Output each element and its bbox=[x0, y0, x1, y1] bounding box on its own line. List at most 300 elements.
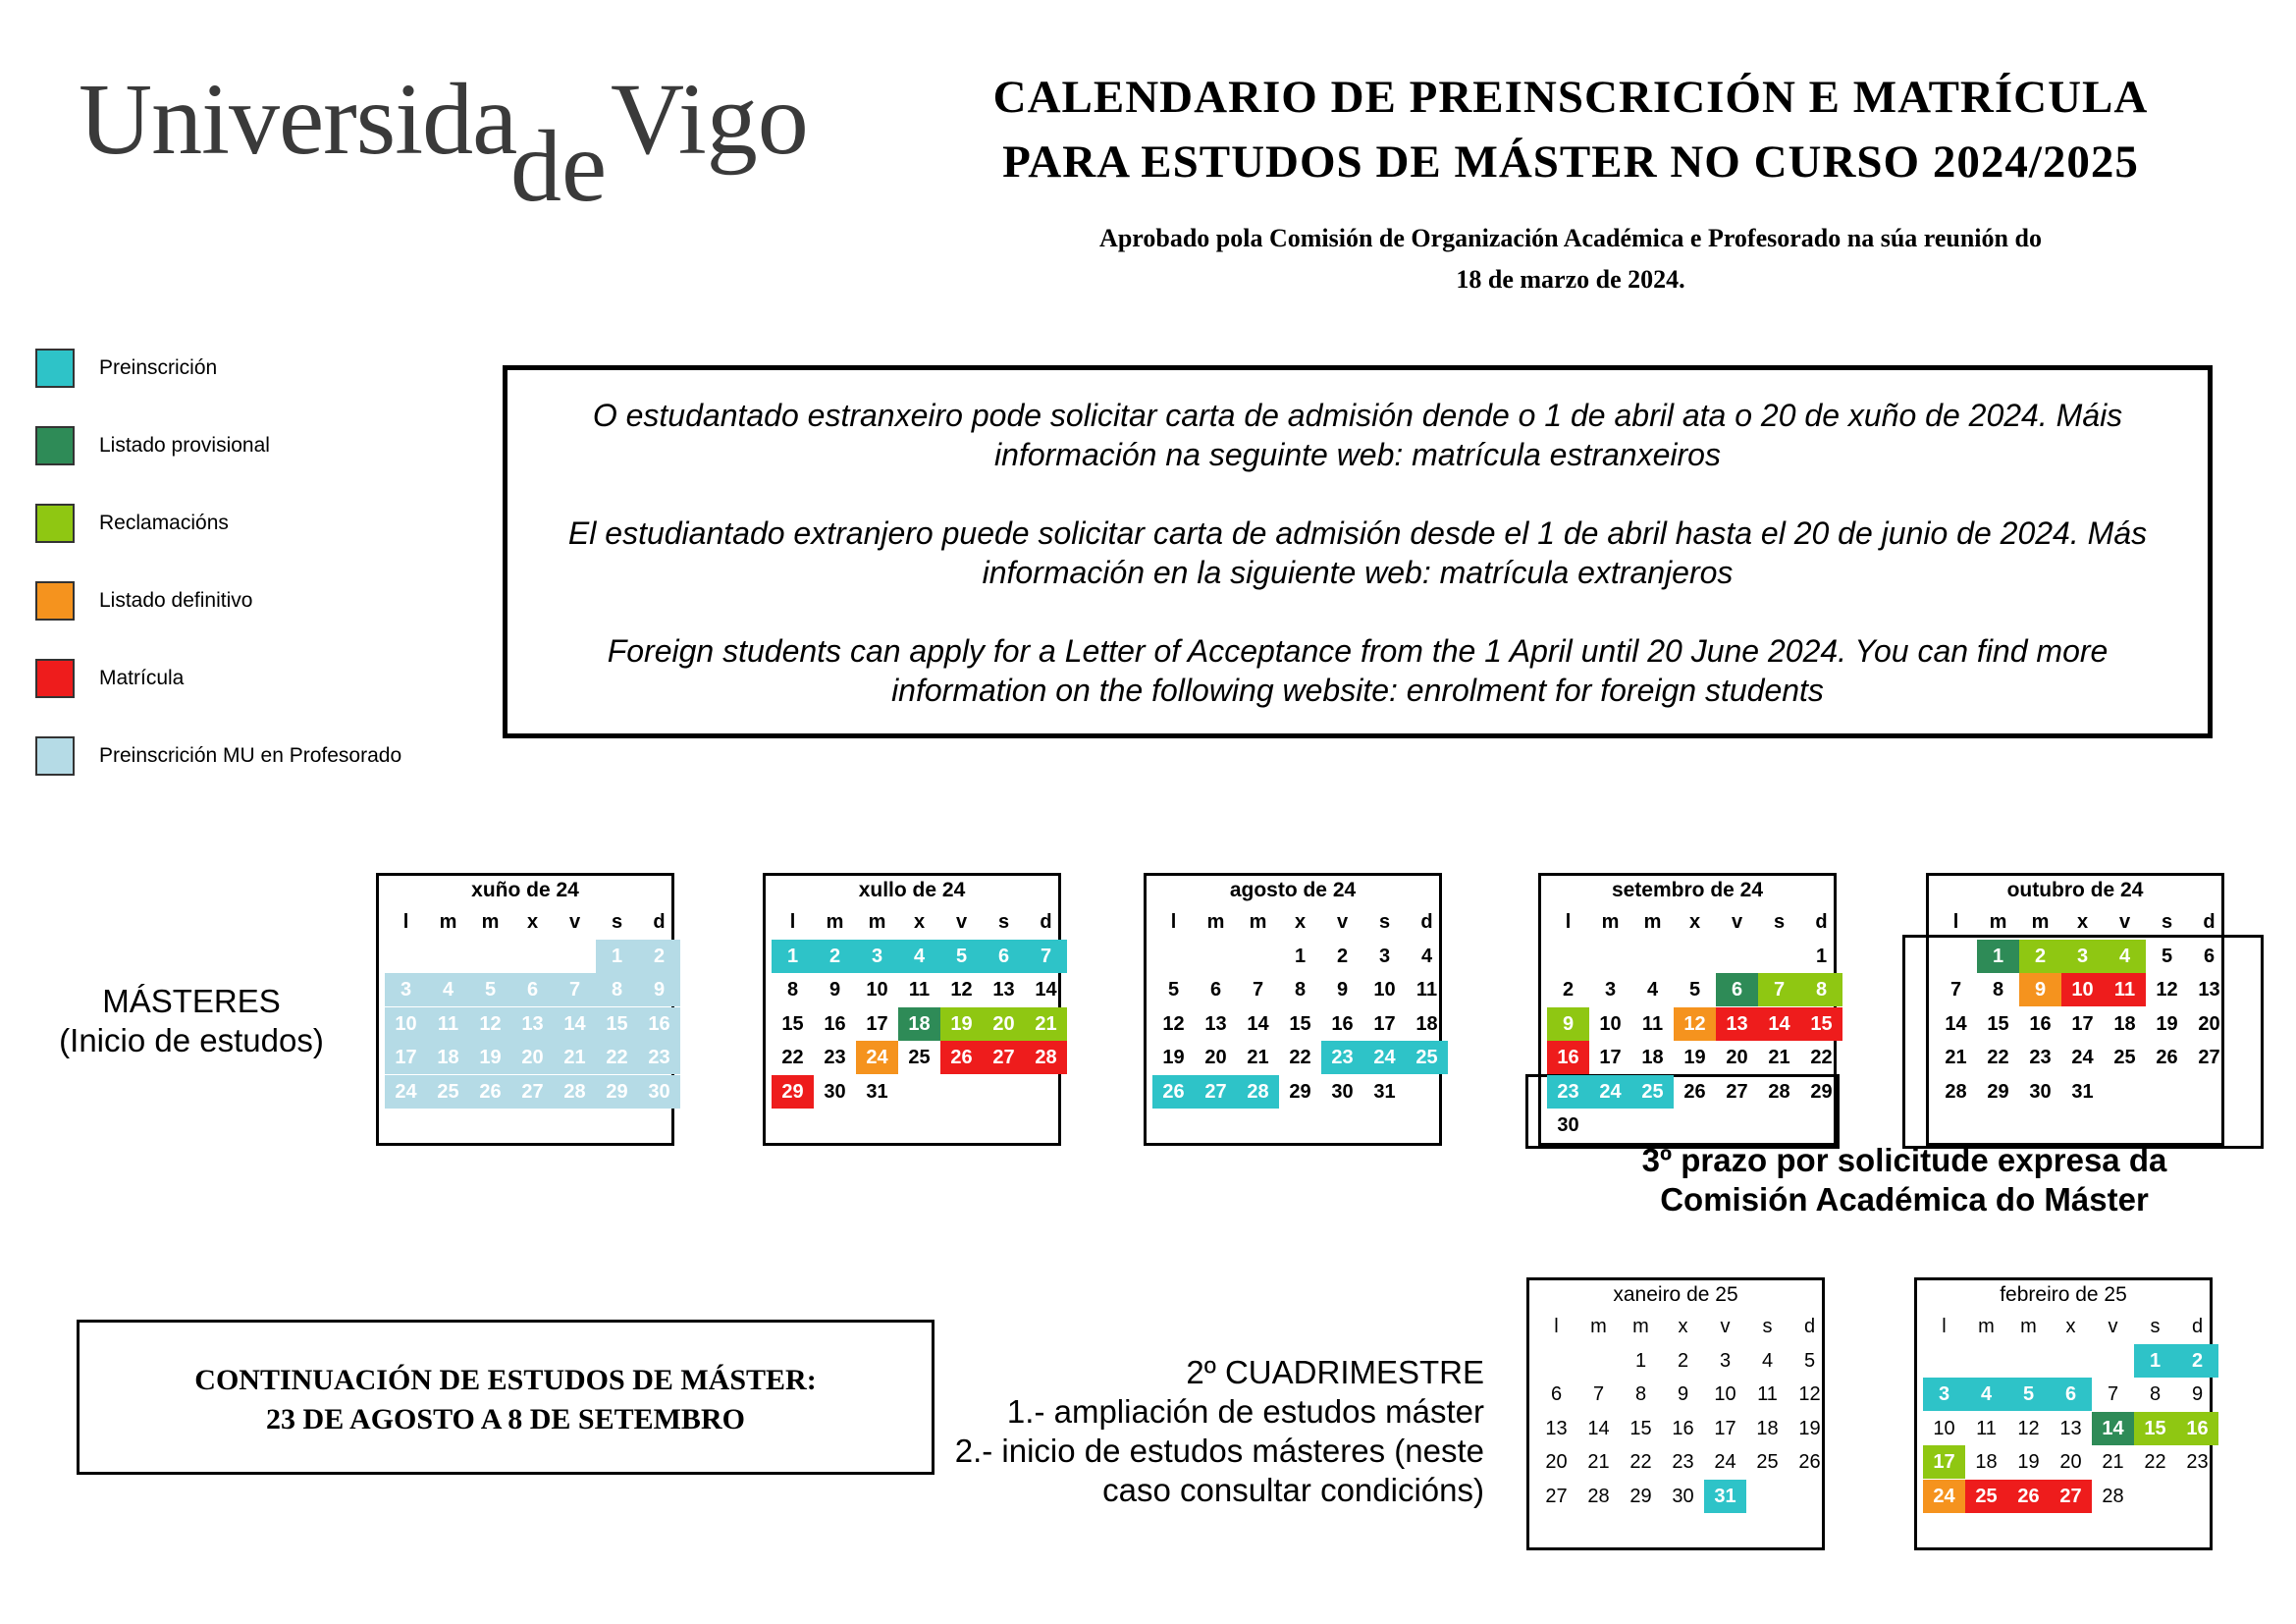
weekday-header: m bbox=[481, 911, 500, 933]
day-cell: 6 bbox=[511, 973, 554, 1006]
info-spanish-line-2: información en la siguiente web: matrícula extranjeros bbox=[982, 555, 1734, 590]
weekday-header: m bbox=[2020, 1316, 2037, 1337]
day-cell: 27 bbox=[2198, 1047, 2220, 1068]
weekday-header: m bbox=[1601, 911, 1620, 933]
weekday-header: m bbox=[1590, 1316, 1607, 1337]
day-cell: 25 bbox=[427, 1075, 469, 1109]
weekday-header: l bbox=[789, 911, 796, 933]
day-cell: 12 bbox=[1798, 1383, 1821, 1405]
day-cell: 22 bbox=[596, 1041, 638, 1074]
weekday-header: m bbox=[439, 911, 457, 933]
weekday-header: s bbox=[1773, 911, 1786, 933]
day-cell: 16 bbox=[824, 1012, 846, 1035]
day-cell: 21 bbox=[554, 1041, 596, 1074]
weekday-header: s bbox=[1378, 911, 1391, 933]
info-galician-line-2: información na seguinte web: matrícula estranxeiros bbox=[994, 437, 1721, 472]
calendar-grid bbox=[1920, 1310, 2213, 1545]
day-cell: 18 bbox=[898, 1007, 940, 1041]
day-cell: 27 bbox=[983, 1041, 1025, 1074]
day-cell: 20 bbox=[983, 1007, 1025, 1041]
calendar-setembro-2024 bbox=[1538, 873, 1837, 1146]
day-cell: 24 bbox=[1923, 1480, 1965, 1513]
day-cell: 1 bbox=[1634, 1349, 1647, 1372]
weekday-header: s bbox=[997, 911, 1010, 933]
day-cell: 24 bbox=[385, 1075, 427, 1109]
logo-text-de: de bbox=[510, 110, 608, 223]
day-cell: 20 bbox=[2059, 1451, 2082, 1473]
calendar-title: setembro de 24 bbox=[1611, 879, 1764, 901]
day-cell: 9 bbox=[1336, 979, 1349, 1001]
page-title-line-2: PARA ESTUDOS DE MÁSTER NO CURSO 2024/2025 bbox=[1002, 136, 2139, 188]
day-cell: 13 bbox=[1545, 1417, 1568, 1439]
day-cell: 4 bbox=[898, 940, 940, 973]
day-cell: 22 bbox=[1289, 1047, 1311, 1068]
day-cell: 8 bbox=[2149, 1383, 2162, 1405]
day-cell: 14 bbox=[1945, 1012, 1967, 1035]
day-cell: 22 bbox=[781, 1047, 804, 1068]
day-cell: 28 bbox=[2102, 1485, 2124, 1507]
day-cell: 2 bbox=[2019, 940, 2061, 973]
day-cell: 24 bbox=[1589, 1075, 1631, 1109]
calendar-title: outubro de 24 bbox=[2006, 879, 2144, 901]
logo-text-vigo: Vigo bbox=[611, 63, 809, 176]
day-cell: 13 bbox=[2198, 979, 2220, 1001]
day-cell: 16 bbox=[2176, 1412, 2218, 1445]
weekday-header: l bbox=[1170, 911, 1177, 933]
day-cell: 3 bbox=[1719, 1349, 1732, 1372]
day-cell: 20 bbox=[2198, 1012, 2220, 1035]
day-cell: 7 bbox=[1592, 1383, 1605, 1405]
day-cell: 21 bbox=[1945, 1047, 1967, 1068]
day-cell: 15 bbox=[596, 1007, 638, 1041]
day-cell: 13 bbox=[511, 1007, 554, 1041]
day-cell: 23 bbox=[638, 1041, 680, 1074]
day-cell: 9 bbox=[638, 973, 680, 1006]
day-cell: 17 bbox=[2071, 1012, 2094, 1035]
calendar-title: xullo de 24 bbox=[858, 879, 966, 901]
day-cell: 4 bbox=[1646, 979, 1659, 1001]
legend-label: Listado provisional bbox=[99, 434, 270, 457]
weekday-header: l bbox=[402, 911, 409, 933]
calendar-title: agosto de 24 bbox=[1229, 879, 1357, 901]
day-cell: 7 bbox=[1252, 979, 1264, 1001]
weekday-header: d bbox=[2203, 911, 2216, 933]
day-cell: 26 bbox=[2007, 1480, 2050, 1513]
weekday-header: m bbox=[868, 911, 886, 933]
day-cell: 23 bbox=[824, 1047, 846, 1068]
day-cell: 19 bbox=[2156, 1012, 2178, 1035]
day-cell: 4 bbox=[1420, 945, 1433, 967]
weekday-header: x bbox=[2065, 1316, 2076, 1337]
weekday-header: s bbox=[2161, 911, 2173, 933]
day-cell: 10 bbox=[1714, 1383, 1736, 1405]
legend-swatch bbox=[35, 581, 75, 621]
weekday-header: d bbox=[653, 911, 666, 933]
day-cell: 31 bbox=[2071, 1080, 2094, 1103]
day-cell: 21 bbox=[2102, 1451, 2124, 1473]
day-cell: 28 bbox=[1768, 1080, 1790, 1103]
day-cell: 13 bbox=[992, 979, 1015, 1001]
info-spanish-line-1: El estudiantado extranjero puede solicitar carta de admisión desde el 1 de abril hasta el 20 de junio de 2024. Más bbox=[567, 515, 2148, 551]
legend-item-matricula bbox=[35, 657, 184, 700]
day-cell: 4 bbox=[1965, 1378, 2007, 1411]
day-cell: 18 bbox=[1415, 1012, 1438, 1035]
day-cell: 5 bbox=[469, 973, 511, 1006]
weekday-header: v bbox=[955, 911, 968, 933]
weekday-header: l bbox=[1942, 1316, 1947, 1337]
day-cell: 12 bbox=[469, 1007, 511, 1041]
day-cell: 11 bbox=[1415, 979, 1438, 1001]
day-cell: 11 bbox=[1976, 1417, 1997, 1439]
foreign-students-info-box bbox=[503, 365, 2213, 738]
weekday-header: x bbox=[1678, 1316, 1688, 1337]
day-cell: 27 bbox=[1195, 1075, 1237, 1109]
day-cell: 7 bbox=[1949, 979, 1962, 1001]
day-cell: 28 bbox=[1945, 1080, 1967, 1103]
day-cell: 21 bbox=[1025, 1007, 1067, 1041]
day-cell: 24 bbox=[1363, 1041, 1406, 1074]
day-cell: 20 bbox=[1726, 1047, 1748, 1068]
day-cell: 9 bbox=[1677, 1383, 1689, 1405]
day-cell: 14 bbox=[2092, 1412, 2134, 1445]
weekday-header: m bbox=[826, 911, 844, 933]
day-cell: 30 bbox=[638, 1075, 680, 1109]
day-cell: 10 bbox=[1933, 1417, 1955, 1439]
legend-label: Listado definitivo bbox=[99, 589, 253, 612]
legend-swatch bbox=[35, 504, 75, 543]
legend-label: Reclamacións bbox=[99, 512, 229, 534]
legend-swatch bbox=[35, 349, 75, 388]
day-cell: 13 bbox=[2059, 1417, 2082, 1439]
day-cell: 15 bbox=[1800, 1007, 1842, 1041]
day-cell: 7 bbox=[1758, 973, 1800, 1006]
info-english-line-2: information on the following website: enrolment for foreign students bbox=[891, 673, 1824, 708]
day-cell: 6 bbox=[983, 940, 1025, 973]
info-galician-line-1: O estudantado estranxeiro pode solicitar carta de admisión dende o 1 de abril ata o 20 de xuño de 2024. Máis bbox=[592, 398, 2123, 433]
weekday-header: s bbox=[611, 911, 623, 933]
weekday-header: l bbox=[1554, 1316, 1559, 1337]
day-cell: 6 bbox=[1550, 1383, 1563, 1405]
day-cell: 31 bbox=[866, 1080, 888, 1103]
day-cell: 21 bbox=[1768, 1047, 1790, 1068]
day-cell: 3 bbox=[1923, 1378, 1965, 1411]
day-cell: 11 bbox=[427, 1007, 469, 1041]
weekday-header: s bbox=[1762, 1316, 1773, 1337]
day-cell: 5 bbox=[2161, 945, 2173, 967]
day-cell: 27 bbox=[2050, 1480, 2092, 1513]
day-cell: 8 bbox=[1634, 1383, 1647, 1405]
day-cell: 17 bbox=[1923, 1445, 1965, 1479]
day-cell: 7 bbox=[554, 973, 596, 1006]
day-cell: 3 bbox=[2061, 940, 2104, 973]
third-period-note bbox=[1590, 1141, 2218, 1219]
legend-item-listado-definitivo bbox=[35, 579, 252, 623]
day-cell: 27 bbox=[1726, 1080, 1748, 1103]
day-cell: 18 bbox=[2113, 1012, 2136, 1035]
calendar-febreiro-2025 bbox=[1914, 1277, 2213, 1550]
day-cell: 17 bbox=[1599, 1047, 1622, 1068]
day-cell: 19 bbox=[469, 1041, 511, 1074]
day-cell: 22 bbox=[1987, 1047, 2009, 1068]
day-cell: 14 bbox=[1247, 1012, 1269, 1035]
university-logo bbox=[79, 61, 809, 223]
day-cell: 7 bbox=[1025, 940, 1067, 973]
day-cell: 1 bbox=[2134, 1344, 2176, 1378]
day-cell: 17 bbox=[866, 1012, 888, 1035]
continuation-line-2: 23 DE AGOSTO A 8 DE SETEMBRO bbox=[266, 1403, 745, 1435]
day-cell: 24 bbox=[856, 1041, 898, 1074]
calendar-title: xaneiro de 25 bbox=[1613, 1283, 1738, 1306]
day-cell: 26 bbox=[2156, 1047, 2178, 1068]
day-cell: 15 bbox=[781, 1012, 804, 1035]
day-cell: 12 bbox=[950, 979, 973, 1001]
weekday-header: m bbox=[1643, 911, 1662, 933]
day-cell: 29 bbox=[1289, 1080, 1311, 1103]
second-semester-line-1: 2º CUADRIMESTRE bbox=[1186, 1354, 1484, 1390]
weekday-header: x bbox=[1688, 911, 1701, 933]
calendar-grid bbox=[1932, 905, 2224, 1141]
day-cell: 17 bbox=[385, 1041, 427, 1074]
day-cell: 23 bbox=[2029, 1047, 2052, 1068]
legend-label: Preinscrición MU en Profesorado bbox=[99, 744, 402, 767]
weekday-header: d bbox=[1040, 911, 1052, 933]
day-cell: 1 bbox=[1815, 945, 1828, 967]
day-cell: 26 bbox=[940, 1041, 983, 1074]
day-cell: 12 bbox=[2156, 979, 2178, 1001]
approval-note-line-1: Aprobado pola Comisión de Organización Académica e Profesorado na súa reunión do bbox=[1099, 224, 2042, 252]
calendar-grid bbox=[382, 905, 674, 1141]
day-cell: 17 bbox=[1373, 1012, 1396, 1035]
info-english-line-1: Foreign students can apply for a Letter of Acceptance from the 1 April until 20 June 2024. You can find more bbox=[607, 633, 2109, 669]
day-cell: 4 bbox=[1761, 1349, 1774, 1372]
weekday-header: v bbox=[1336, 911, 1349, 933]
day-cell: 2 bbox=[814, 940, 856, 973]
day-cell: 29 bbox=[772, 1075, 814, 1109]
day-cell: 6 bbox=[2203, 945, 2216, 967]
day-cell: 30 bbox=[1557, 1114, 1579, 1136]
day-cell: 9 bbox=[2019, 973, 2061, 1006]
day-cell: 31 bbox=[1704, 1480, 1746, 1513]
day-cell: 15 bbox=[2134, 1412, 2176, 1445]
weekday-header: m bbox=[2031, 911, 2050, 933]
day-cell: 30 bbox=[1331, 1080, 1354, 1103]
calendar-grid bbox=[1149, 905, 1442, 1141]
logo-text-universida: Universida bbox=[79, 63, 517, 176]
day-cell: 30 bbox=[2029, 1080, 2052, 1103]
day-cell: 5 bbox=[2007, 1378, 2050, 1411]
day-cell: 27 bbox=[1545, 1485, 1568, 1507]
day-cell: 19 bbox=[940, 1007, 983, 1041]
day-cell: 3 bbox=[856, 940, 898, 973]
day-cell: 12 bbox=[1162, 1012, 1185, 1035]
day-cell: 1 bbox=[772, 940, 814, 973]
weekday-header: m bbox=[1632, 1316, 1649, 1337]
day-cell: 16 bbox=[2029, 1012, 2052, 1035]
second-semester-note bbox=[883, 1353, 1484, 1510]
day-cell: 18 bbox=[1641, 1047, 1664, 1068]
day-cell: 15 bbox=[1987, 1012, 2009, 1035]
day-cell: 16 bbox=[638, 1007, 680, 1041]
weekday-header: v bbox=[1731, 911, 1743, 933]
calendar-grid bbox=[1532, 1310, 1825, 1545]
day-cell: 16 bbox=[1331, 1012, 1354, 1035]
day-cell: 28 bbox=[1237, 1075, 1279, 1109]
day-cell: 29 bbox=[1810, 1080, 1833, 1103]
third-period-note-line-1: 3º prazo por solicitude expresa da bbox=[1641, 1142, 2167, 1178]
day-cell: 13 bbox=[1716, 1007, 1758, 1041]
calendar-title: xuño de 24 bbox=[471, 879, 579, 901]
third-period-note-line-2: Comisión Académica do Máster bbox=[1660, 1181, 2149, 1218]
day-cell: 6 bbox=[1209, 979, 1222, 1001]
day-cell: 13 bbox=[1204, 1012, 1227, 1035]
day-cell: 25 bbox=[2113, 1047, 2136, 1068]
day-cell: 6 bbox=[2050, 1378, 2092, 1411]
masteres-title: MÁSTERES bbox=[102, 983, 281, 1019]
calendar-xullo-2024 bbox=[763, 873, 1061, 1146]
legend-swatch bbox=[35, 736, 75, 776]
day-cell: 14 bbox=[1758, 1007, 1800, 1041]
weekday-header: d bbox=[1420, 911, 1433, 933]
weekday-header: v bbox=[1720, 1316, 1731, 1337]
day-cell: 9 bbox=[2191, 1383, 2204, 1405]
legend-item-preinscricion-profesorado bbox=[35, 734, 401, 778]
calendar-grid bbox=[769, 905, 1061, 1141]
day-cell: 28 bbox=[554, 1075, 596, 1109]
day-cell: 22 bbox=[1810, 1047, 1833, 1068]
calendar-xaneiro-2025 bbox=[1526, 1277, 1825, 1550]
day-cell: 19 bbox=[2017, 1451, 2040, 1473]
day-cell: 15 bbox=[1629, 1417, 1652, 1439]
day-cell: 26 bbox=[1152, 1075, 1195, 1109]
day-cell: 2 bbox=[1562, 979, 1575, 1001]
day-cell: 8 bbox=[596, 973, 638, 1006]
day-cell: 10 bbox=[866, 979, 888, 1001]
weekday-header: m bbox=[1989, 911, 2007, 933]
day-cell: 26 bbox=[1683, 1080, 1706, 1103]
day-cell: 11 bbox=[2104, 973, 2146, 1006]
day-cell: 11 bbox=[1641, 1012, 1664, 1035]
day-cell: 6 bbox=[1716, 973, 1758, 1006]
day-cell: 2 bbox=[1336, 945, 1349, 967]
day-cell: 19 bbox=[1683, 1047, 1706, 1068]
calendar-outubro-2024 bbox=[1926, 873, 2224, 1146]
day-cell: 19 bbox=[1162, 1047, 1185, 1068]
day-cell: 29 bbox=[1987, 1080, 2009, 1103]
day-cell: 10 bbox=[1373, 979, 1396, 1001]
day-cell: 3 bbox=[1604, 979, 1617, 1001]
weekday-header: m bbox=[1978, 1316, 1995, 1337]
day-cell: 29 bbox=[596, 1075, 638, 1109]
weekday-header: m bbox=[1249, 911, 1267, 933]
day-cell: 23 bbox=[1672, 1451, 1694, 1473]
day-cell: 10 bbox=[2061, 973, 2104, 1006]
day-cell: 23 bbox=[1547, 1075, 1589, 1109]
day-cell: 21 bbox=[1587, 1451, 1610, 1473]
day-cell: 2 bbox=[638, 940, 680, 973]
legend-label: Matrícula bbox=[99, 667, 185, 689]
calendar-title: febreiro de 25 bbox=[2000, 1283, 2127, 1306]
day-cell: 4 bbox=[427, 973, 469, 1006]
day-cell: 5 bbox=[1688, 979, 1701, 1001]
masteres-label bbox=[29, 982, 353, 1060]
day-cell: 30 bbox=[824, 1080, 846, 1103]
day-cell: 31 bbox=[1373, 1080, 1396, 1103]
page-title-line-1: CALENDARIO DE PREINSCRICIÓN E MATRÍCULA bbox=[992, 72, 2149, 123]
weekday-header: d bbox=[2191, 1316, 2204, 1337]
day-cell: 2 bbox=[1677, 1349, 1689, 1372]
day-cell: 1 bbox=[1977, 940, 2019, 973]
day-cell: 22 bbox=[2144, 1451, 2166, 1473]
legend-label: Preinscrición bbox=[99, 356, 218, 379]
legend-item-listado-provisional bbox=[35, 424, 270, 467]
calendar-xuno-2024 bbox=[376, 873, 674, 1146]
day-cell: 26 bbox=[469, 1075, 511, 1109]
day-cell: 5 bbox=[940, 940, 983, 973]
day-cell: 8 bbox=[786, 979, 799, 1001]
day-cell: 8 bbox=[1800, 973, 1842, 1006]
weekday-header: d bbox=[1815, 911, 1828, 933]
day-cell: 7 bbox=[2107, 1383, 2119, 1405]
second-semester-line-3: 2.- inicio de estudos másteres (neste bbox=[954, 1433, 1484, 1469]
day-cell: 8 bbox=[1294, 979, 1307, 1001]
day-cell: 10 bbox=[385, 1007, 427, 1041]
day-cell: 3 bbox=[385, 973, 427, 1006]
day-cell: 5 bbox=[1167, 979, 1180, 1001]
day-cell: 20 bbox=[1204, 1047, 1227, 1068]
day-cell: 28 bbox=[1587, 1485, 1610, 1507]
day-cell: 14 bbox=[1035, 979, 1057, 1001]
day-cell: 22 bbox=[1629, 1451, 1652, 1473]
day-cell: 24 bbox=[2071, 1047, 2094, 1068]
weekday-header: x bbox=[1294, 911, 1307, 933]
weekday-header: l bbox=[1565, 911, 1572, 933]
day-cell: 29 bbox=[1629, 1485, 1652, 1507]
second-semester-line-4: caso consultar condicións) bbox=[1102, 1472, 1484, 1508]
day-cell: 23 bbox=[2186, 1451, 2209, 1473]
day-cell: 18 bbox=[427, 1041, 469, 1074]
day-cell: 26 bbox=[1798, 1451, 1821, 1473]
second-semester-line-2: 1.- ampliación de estudos máster bbox=[1006, 1393, 1484, 1430]
legend-swatch bbox=[35, 426, 75, 465]
continuation-box bbox=[77, 1320, 934, 1475]
weekday-header: x bbox=[526, 911, 539, 933]
day-cell: 27 bbox=[511, 1075, 554, 1109]
weekday-header: x bbox=[913, 911, 926, 933]
day-cell: 12 bbox=[1674, 1007, 1716, 1041]
day-cell: 14 bbox=[554, 1007, 596, 1041]
day-cell: 18 bbox=[1975, 1451, 1998, 1473]
day-cell: 9 bbox=[1547, 1007, 1589, 1041]
calendar-agosto-2024 bbox=[1144, 873, 1442, 1146]
day-cell: 1 bbox=[1294, 945, 1307, 967]
day-cell: 9 bbox=[828, 979, 841, 1001]
day-cell: 19 bbox=[1798, 1417, 1821, 1439]
day-cell: 5 bbox=[1803, 1349, 1816, 1372]
weekday-header: v bbox=[2108, 1316, 2118, 1337]
weekday-header: x bbox=[2076, 911, 2089, 933]
weekday-header: d bbox=[1803, 1316, 1816, 1337]
day-cell: 11 bbox=[908, 979, 931, 1001]
day-cell: 20 bbox=[1545, 1451, 1568, 1473]
day-cell: 20 bbox=[511, 1041, 554, 1074]
day-cell: 14 bbox=[1587, 1417, 1610, 1439]
approval-note-line-2: 18 de marzo de 2024. bbox=[1456, 265, 1685, 294]
day-cell: 25 bbox=[1756, 1451, 1779, 1473]
day-cell: 12 bbox=[2017, 1417, 2040, 1439]
day-cell: 11 bbox=[1757, 1383, 1778, 1405]
day-cell: 1 bbox=[596, 940, 638, 973]
weekday-header: m bbox=[1206, 911, 1225, 933]
